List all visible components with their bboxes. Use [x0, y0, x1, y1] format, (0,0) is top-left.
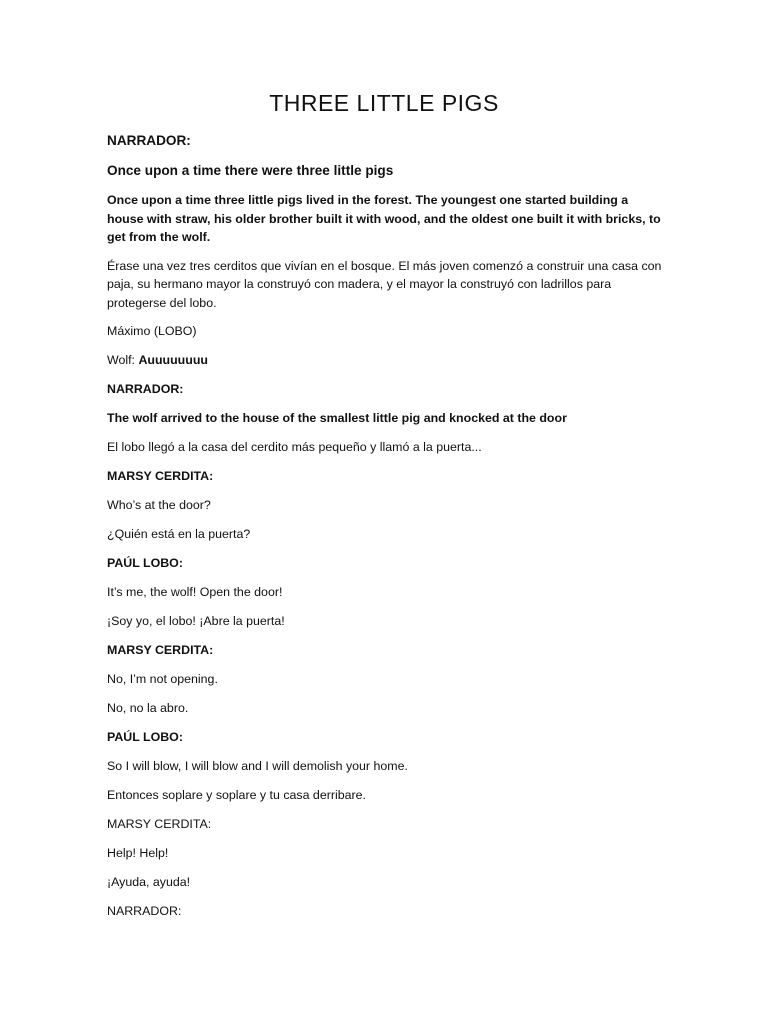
who-english: Who’s at the door? [107, 498, 211, 512]
wolf-arrived-english: The wolf arrived to the house of the smallest little pig and knocked at the door [107, 411, 567, 425]
not-opening-spanish: No, no la abro. [107, 701, 189, 715]
document-title: THREE LITTLE PIGS [269, 90, 499, 116]
blow-english: So I will blow, I will blow and I will demolish your home. [107, 759, 408, 773]
wolf-prefix: Wolf: [107, 353, 139, 367]
who-spanish: ¿Quién está en la puerta? [107, 527, 251, 541]
intro-english: Once upon a time three little pigs lived in the forest. The youngest one started building a house with straw, his older brother built it with wood, and the oldest one built it with bricks, to get from the wolf. [107, 193, 661, 244]
its-me-english: It’s me, the wolf! Open the door! [107, 585, 283, 599]
help-english: Help! Help! [107, 846, 169, 860]
narrator-heading-2: NARRADOR: [107, 382, 184, 396]
paul-heading-1: PAÚL LOBO: [107, 556, 183, 570]
its-me-spanish: ¡Soy yo, el lobo! ¡Abre la puerta! [107, 614, 285, 628]
paul-heading-2: PAÚL LOBO: [107, 730, 183, 744]
not-opening-english: No, I’m not opening. [107, 672, 218, 686]
marsy-heading-2: MARSY CERDITA: [107, 643, 214, 657]
wolf-line [107, 351, 667, 370]
help-spanish: ¡Ayuda, ayuda! [107, 875, 191, 889]
maximo-line: Máximo (LOBO) [107, 324, 197, 338]
intro-spanish: Érase una vez tres cerditos que vivían en el bosque. El más joven comenzó a construir una casa con paja, su hermano mayor la construyó con madera, y el mayor la construyó con ladrillos para protegerse del lobo. [107, 258, 662, 310]
blow-spanish: Entonces soplare y soplare y tu casa derribare. [107, 788, 366, 802]
wolf-arrived-spanish: El lobo llegó a la casa del cerdito más pequeño y llamó a la puerta... [107, 440, 482, 454]
wolf-howl: Auuuuuuuu [138, 353, 208, 367]
document-body [107, 131, 667, 921]
narrator-heading-3: NARRADOR: [107, 904, 182, 918]
marsy-heading-1: MARSY CERDITA: [107, 469, 214, 483]
narrator-heading: NARRADOR: [107, 133, 191, 148]
marsy-heading-3: MARSY CERDITA: [107, 817, 212, 831]
subtitle: Once upon a time there were three little pigs [107, 163, 394, 178]
